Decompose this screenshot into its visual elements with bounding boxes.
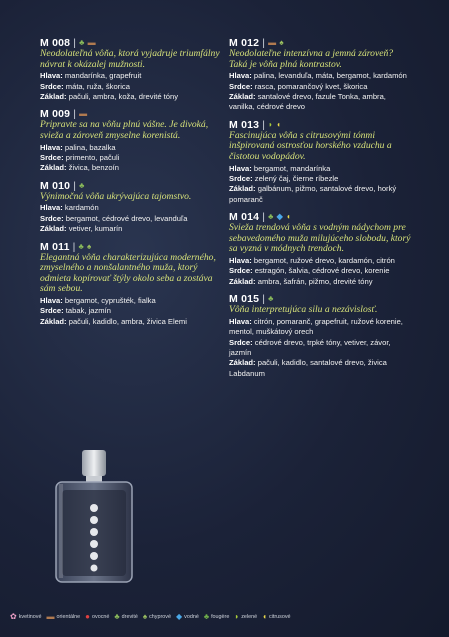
note-line [40, 306, 220, 316]
flower-icon: ✿ [10, 612, 17, 621]
legend-label: kvetinové [18, 614, 42, 620]
fragrance-code: M 013 [229, 118, 260, 131]
fragrance-code-row [40, 241, 220, 253]
note-value: bergamot, cyprušték, fialka [64, 296, 156, 305]
fragrance-description: Neodolateľná vôňa, ktorá vyjadruje triumfálny návrat k okázalej mužnosti. [40, 48, 220, 70]
fragrance-description: Elegantná vôňa charakterizujúca moderného, zmyselného a nonšalantného muža, ktorý odmieta kopírovať štýly okolo seba a zostáva sám sebou. [40, 251, 216, 295]
note-line [229, 358, 411, 379]
note-label: Základ: [229, 92, 256, 101]
fragrance-legend [10, 609, 440, 625]
fragrance-entry [229, 37, 411, 113]
separator: | [72, 240, 76, 253]
legend-item [234, 612, 257, 622]
citrus-icon: ◖ [262, 612, 267, 621]
separator: | [262, 211, 266, 224]
tree-icon: ♣ [268, 212, 274, 222]
fragrance-description: Neodolateľne intenzívna a jemná zároveň? Taká je vôňa plná kontrastov. [229, 48, 394, 70]
separator: | [73, 37, 77, 49]
note-value: galbánum, pižmo, santalové drevo, horký pomaranč [229, 184, 397, 204]
wood-icon: ▬ [268, 38, 277, 47]
note-line [229, 164, 411, 174]
water-icon: ◆ [276, 212, 283, 222]
legend-item [143, 612, 171, 622]
fragrance-description: Výnimočná vôňa ukrývajúca tajomstvo. [40, 190, 192, 202]
note-value: tabak, jazmín [65, 306, 111, 316]
tree-icon: ♣ [79, 180, 85, 190]
legend-item [10, 612, 41, 622]
tree-icon: ♣ [114, 612, 120, 621]
note-label: Srdce: [40, 306, 64, 316]
legend-label: chyprové [149, 614, 171, 620]
leaf-icon: ◗ [234, 612, 240, 621]
note-line [40, 92, 220, 102]
water-icon: ◆ [175, 612, 183, 621]
fragrance-description: Vôňa interpretujúca silu a nezávislosť. [229, 304, 378, 316]
fragrance-code-row [40, 180, 220, 192]
note-label: Srdce: [229, 266, 253, 276]
note-line [229, 184, 411, 205]
wood-icon: ▬ [46, 612, 55, 621]
right-column [229, 37, 411, 385]
fougere-icon: ♣ [203, 612, 210, 621]
fern-icon: ♠ [87, 241, 92, 251]
legend-item [204, 612, 230, 622]
note-line [229, 82, 411, 92]
note-value: zelený čaj, čierne ríbezle [254, 174, 339, 183]
note-line [40, 143, 220, 153]
fragrance-code-row [229, 119, 411, 131]
fragrance-description: Fascinujúca vôňa s citrusovými tónmi inšpirovaná ostrosťou horského vzduchu a čistotou vodopádov. [229, 129, 392, 162]
legend-item [46, 612, 80, 622]
note-line [229, 174, 411, 184]
note-value: vetiver, kumarín [68, 224, 123, 234]
note-label: Hlava: [229, 316, 252, 326]
separator: | [73, 108, 77, 121]
fern-icon: ♠ [142, 612, 148, 621]
tree-icon: ♣ [79, 38, 85, 47]
separator: | [262, 37, 266, 49]
note-line [40, 203, 220, 213]
fragrance-entry [40, 180, 220, 235]
note-line [40, 214, 220, 224]
note-value: pačuli, kadidlo, santalové drevo, živica Labdanum [229, 358, 387, 378]
separator: | [73, 179, 77, 192]
fruit-icon: ● [85, 612, 91, 621]
note-value: pačuli, kadidlo, ambra, živica Elemi [68, 316, 187, 326]
tree-icon: ♣ [268, 294, 274, 304]
note-label: Hlava: [40, 142, 63, 152]
fragrance-description: Svieža trendová vôňa s vodným nádychom pre sebavedomého muža milujúceho slobodu, ktorý sa vyzná v módnych trendoch. [229, 222, 411, 255]
fragrance-code: M 012 [229, 37, 260, 49]
citrus-icon: ◖ [276, 119, 282, 129]
note-label: Základ: [40, 163, 67, 173]
note-label: Hlava: [40, 296, 63, 305]
note-label: Srdce: [40, 153, 64, 162]
note-value: pačuli, ambra, koža, drevité tóny [68, 92, 179, 101]
legend-label: citrusové [268, 614, 291, 620]
leaf-icon: ◗ [268, 119, 274, 129]
perfume-bottle-image [50, 450, 138, 585]
note-value: citrón, pomaranč, grapefruit, ružové korenie, mentol, muškátový orech [229, 316, 403, 337]
note-label: Srdce: [229, 337, 253, 347]
note-label: Srdce: [229, 174, 253, 183]
fragrance-entry [40, 241, 220, 328]
note-line [229, 338, 411, 359]
wood-icon: ▬ [79, 109, 88, 119]
note-value: máta, ruža, škorica [65, 81, 130, 91]
fragrance-code: M 009 [40, 108, 71, 121]
fragrance-code: M 011 [40, 240, 70, 253]
legend-label: orientálne [56, 614, 81, 620]
note-value: kardamón [64, 203, 99, 213]
legend-item [85, 612, 109, 622]
fragrance-code: M 008 [40, 37, 71, 49]
note-value: živica, benzoín [68, 163, 119, 173]
note-label: Srdce: [40, 213, 64, 223]
note-label: Hlava: [229, 163, 252, 173]
note-line [40, 82, 220, 92]
note-line [229, 71, 411, 81]
note-value: bergamot, mandarínka [253, 163, 331, 173]
note-value: bergamot, ružové drevo, kardamón, citrón [253, 256, 395, 265]
legend-label: zelené [241, 614, 258, 620]
fragrance-entry [229, 211, 411, 287]
fragrance-code: M 014 [229, 211, 260, 224]
note-label: Základ: [40, 224, 67, 234]
note-line [229, 266, 411, 276]
note-line [40, 224, 220, 234]
separator: | [262, 118, 266, 131]
fern-icon: ♠ [279, 38, 284, 47]
note-line [40, 71, 220, 81]
note-label: Hlava: [229, 256, 252, 265]
legend-label: ovocné [92, 614, 110, 620]
note-line [229, 277, 411, 287]
fragrance-entry [229, 293, 411, 379]
legend-label: drevité [121, 614, 138, 620]
note-value: estragón, šalvia, cédrové drevo, korenie [254, 266, 390, 276]
note-line [229, 256, 411, 266]
citrus-icon: ◖ [285, 212, 291, 222]
note-value: bergamot, cédrové drevo, levanduľa [65, 213, 188, 223]
note-line [40, 296, 220, 306]
note-value: mandarínka, grapefruit [64, 71, 142, 81]
note-value: santalové drevo, fazule Tonka, ambra, vanilka, cédrové drevo [229, 92, 386, 112]
note-value: primento, pačuli [65, 153, 120, 162]
note-label: Základ: [229, 276, 256, 286]
separator: | [262, 293, 266, 306]
fragrance-code: M 010 [40, 179, 71, 192]
legend-item [114, 612, 137, 622]
note-label: Hlava: [40, 203, 63, 213]
legend-label: fougère [211, 614, 230, 620]
fragrance-entry [229, 119, 411, 205]
note-line [229, 92, 411, 113]
legend-label: vodné [184, 614, 199, 620]
note-value: cédrové drevo, trpké tóny, vetiver, závor, jazmín [229, 337, 391, 358]
note-label: Základ: [229, 358, 256, 368]
note-label: Hlava: [229, 71, 252, 81]
note-value: ambra, šafrán, pižmo, drevité tóny [257, 276, 373, 286]
legend-item [176, 612, 199, 622]
note-value: palina, levanduľa, máta, bergamot, kardamón [253, 71, 407, 81]
left-column [40, 37, 220, 333]
wood-icon: ▬ [87, 38, 96, 47]
tree-icon: ♣ [78, 241, 84, 251]
note-label: Základ: [40, 316, 67, 326]
note-label: Základ: [40, 92, 67, 101]
note-value: rasca, pomarančový kvet, škorica [254, 81, 368, 91]
note-label: Srdce: [229, 81, 253, 91]
note-line [40, 163, 220, 173]
fragrance-description: Pripravte sa na vôňu plnú vášne. Je divoká, svieža a zároveň zmyselne korenistá. [40, 119, 209, 141]
note-line [40, 317, 220, 327]
note-label: Hlava: [40, 71, 63, 81]
fragrance-code: M 015 [229, 293, 260, 306]
note-line [40, 153, 220, 163]
legend-item [262, 612, 290, 622]
fragrance-entry [40, 37, 220, 102]
note-line [229, 317, 411, 338]
fragrance-entry [40, 108, 220, 173]
note-label: Základ: [229, 184, 256, 194]
note-label: Srdce: [40, 81, 64, 91]
note-value: palina, bazalka [64, 142, 116, 152]
